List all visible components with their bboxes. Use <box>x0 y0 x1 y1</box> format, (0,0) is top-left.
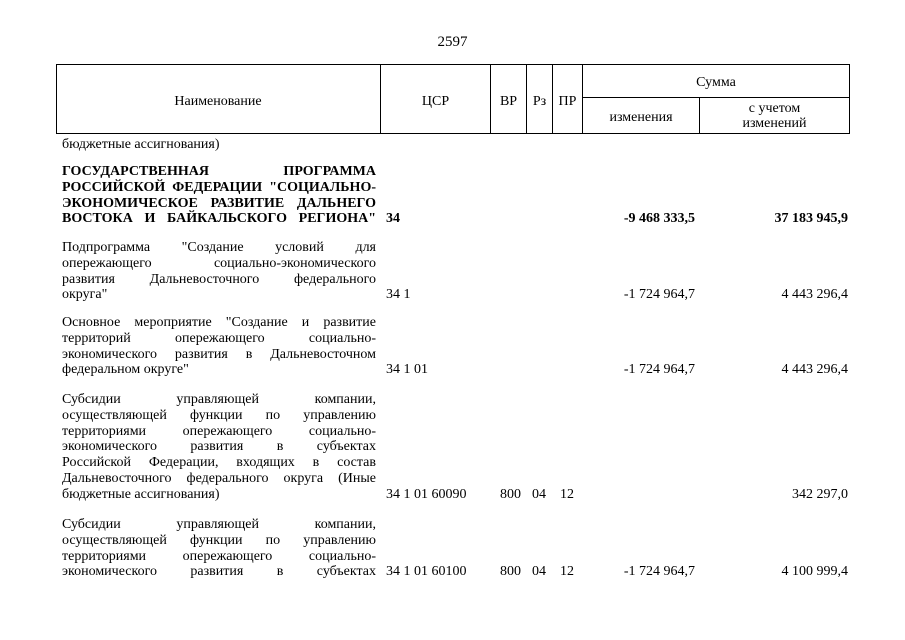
row-name-line: экономического развития в субъектах <box>62 564 376 580</box>
row-name-line: осуществляющей функции по управлению <box>62 532 376 548</box>
row-name <box>62 164 376 227</box>
header-name: Наименование <box>174 94 262 109</box>
header-sum: Сумма <box>696 75 736 90</box>
row-change: -9 468 333,5 <box>623 211 695 227</box>
row-pr: 12 <box>560 564 574 580</box>
row-vr: 800 <box>500 486 521 502</box>
row-name-line: бюджетные ассигнования) <box>62 137 220 152</box>
row-name-line: ЭКОНОМИЧЕСКОЕ РАЗВИТИЕ ДАЛЬНЕГО <box>62 195 376 211</box>
row-name-line: РОССИЙСКОЙ ФЕДЕРАЦИИ "СОЦИАЛЬНО- <box>62 179 376 195</box>
row-name-line: Российской Федерации, входящих в состав <box>62 455 376 471</box>
row-name <box>62 137 376 153</box>
row-name-line: территорий опережающего социально- <box>62 330 376 346</box>
header-total <box>700 101 849 131</box>
row-name-line: Основное мероприятие "Создание и развитие <box>62 315 376 330</box>
header-total-line2: изменений <box>742 116 807 131</box>
row-name-line: развития Дальневосточного федерального <box>62 271 376 287</box>
row-total: 4 443 296,4 <box>781 287 848 303</box>
row-csr: 34 1 01 60090 <box>386 486 467 502</box>
row-name-line: бюджетные ассигнования) <box>62 486 220 502</box>
row-change: -1 724 964,7 <box>623 287 695 303</box>
row-name-line: осуществляющей функции по управлению <box>62 407 376 423</box>
row-name-line: территориями опережающего социально- <box>62 548 376 564</box>
row-name-line: территориями опережающего социально- <box>62 423 376 439</box>
row-name-line: Дальневосточного федерального округа (Иные <box>62 470 376 486</box>
row-name-line: экономического развития в субъектах <box>62 439 376 455</box>
row-change: -1 724 964,7 <box>623 362 695 378</box>
table-header <box>56 64 850 134</box>
row-rz: 04 <box>532 486 546 502</box>
row-pr: 12 <box>560 486 574 502</box>
row-name-line: ВОСТОКА И БАЙКАЛЬСКОГО РЕГИОНА" <box>62 211 376 227</box>
header-vr: ВР <box>499 94 518 109</box>
row-csr: 34 1 <box>386 287 411 303</box>
row-total: 342 297,0 <box>792 486 848 502</box>
header-change: изменения <box>609 110 673 125</box>
row-name-line: Субсидии управляющей компании, <box>62 517 376 532</box>
row-rz: 04 <box>532 564 546 580</box>
row-name-line: ГОСУДАРСТВЕННАЯ ПРОГРАММА <box>62 164 376 179</box>
header-total-line1: с учетом <box>748 101 801 116</box>
page-number: 2597 <box>437 34 468 50</box>
row-name-line: Подпрограмма "Создание условий для <box>62 240 376 255</box>
header-csr: ЦСР <box>421 94 450 109</box>
row-name <box>62 392 376 503</box>
row-name-line: опережающего социально-экономического <box>62 255 376 271</box>
row-vr: 800 <box>500 564 521 580</box>
row-name-line: экономического развития в Дальневосточном <box>62 346 376 362</box>
row-name <box>62 517 376 580</box>
row-name-line: федеральном округе" <box>62 362 189 378</box>
row-csr: 34 1 01 <box>386 362 428 378</box>
row-total: 4 443 296,4 <box>781 362 848 378</box>
row-csr: 34 1 01 60100 <box>386 564 467 580</box>
row-total: 4 100 999,4 <box>781 564 848 580</box>
row-name <box>62 240 376 303</box>
row-name-line: Субсидии управляющей компании, <box>62 392 376 407</box>
row-change: -1 724 964,7 <box>623 564 695 580</box>
row-csr: 34 <box>386 211 400 227</box>
row-name <box>62 315 376 378</box>
row-total: 37 183 945,9 <box>774 211 848 227</box>
row-name-line: округа" <box>62 287 108 303</box>
header-pr: ПР <box>558 94 577 109</box>
header-rz: Рз <box>532 94 547 109</box>
